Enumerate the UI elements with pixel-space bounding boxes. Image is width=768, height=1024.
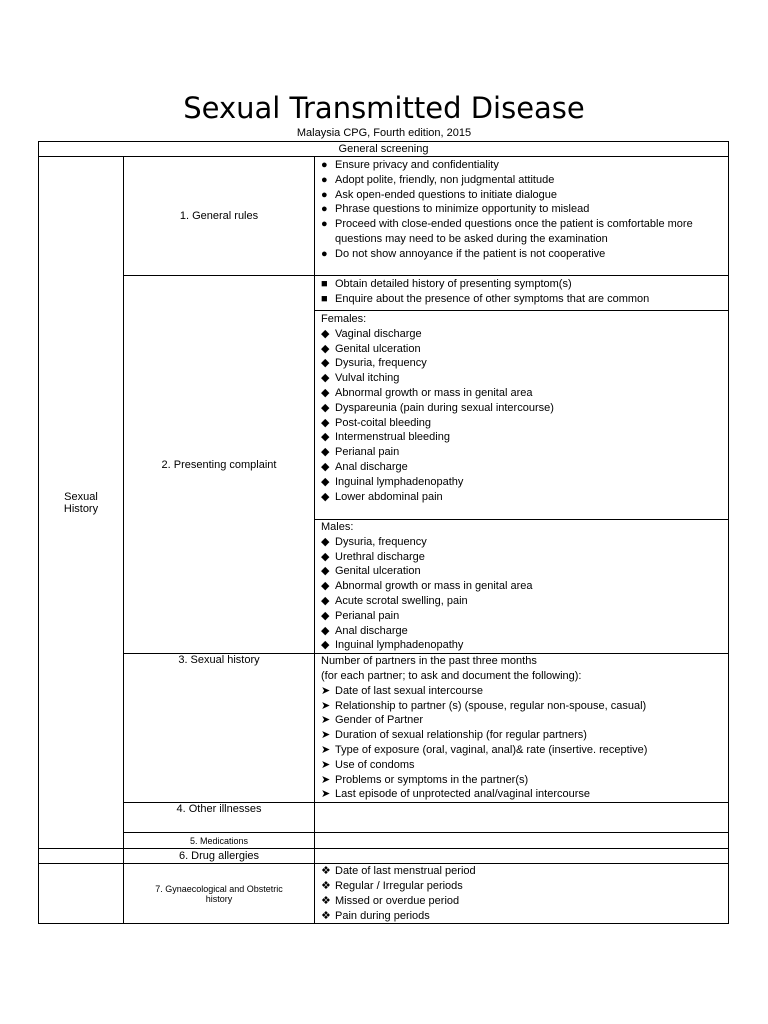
gynae-list	[321, 864, 722, 923]
page-title: Sexual Transmitted Disease	[183, 91, 585, 125]
list-item	[321, 158, 722, 173]
table-row	[39, 864, 729, 924]
list-item-text: Enquire about the presence of other symptoms that are common	[335, 292, 650, 305]
list-item-text: Adopt polite, friendly, non judgmental attitude	[335, 173, 555, 186]
list-item	[321, 188, 722, 203]
drug-allergies-cell	[315, 849, 729, 864]
list-item	[321, 292, 722, 307]
history-table	[38, 141, 729, 924]
list-item-text: Inguinal lymphadenopathy	[335, 475, 464, 488]
list-item-text: Ensure privacy and confidentiality	[335, 159, 499, 171]
general-rules-cell	[315, 157, 729, 276]
list-item-text: Relationship to partner (s) (spouse, regular non-spouse, casual)	[335, 699, 647, 712]
males-cell	[315, 520, 729, 654]
list-item-text: Perianal pain	[335, 446, 400, 459]
list-item	[321, 879, 722, 894]
sexual-history-intro-2: (for each partner; to ask and document the following):	[321, 669, 582, 682]
list-item	[321, 327, 722, 342]
list-item-text: Do not show annoyance if the patient is not cooperative	[335, 247, 606, 260]
bullet-icon: ◆	[321, 446, 330, 459]
list-item-text: Gender of Partner	[335, 714, 424, 727]
bullet-icon: ◆	[321, 565, 330, 578]
list-item	[321, 894, 722, 909]
list-item	[321, 638, 722, 653]
sexual-history-cell	[315, 654, 729, 803]
row-label-drug-allergies: 6. Drug allergies	[124, 849, 315, 864]
list-item	[321, 475, 722, 490]
list-item-text: Post-coital bleeding	[335, 416, 432, 429]
list-item-text: Dysuria, frequency	[335, 535, 427, 548]
list-item	[321, 864, 722, 879]
list-item	[321, 490, 722, 505]
bullet-icon: ◆	[321, 460, 330, 473]
list-item	[321, 550, 722, 565]
table-row	[39, 803, 729, 833]
presenting-general-cell	[315, 276, 729, 311]
bullet-icon: ➤	[321, 699, 331, 712]
list-item	[321, 386, 722, 401]
list-item	[321, 430, 722, 445]
bullet-icon: ◆	[321, 550, 330, 563]
bullet-icon: ◆	[321, 416, 330, 429]
list-item	[321, 699, 722, 714]
list-item-text: Problems or symptoms in the partner(s)	[335, 773, 529, 786]
bullet-icon: ➤	[321, 758, 331, 771]
list-item	[321, 401, 722, 416]
header-row	[39, 142, 729, 157]
category-label-line2: History	[63, 502, 99, 515]
list-item-text: Last episode of unprotected anal/vaginal intercourse	[335, 788, 591, 801]
bullet-icon: ◆	[321, 609, 330, 622]
list-item	[321, 277, 722, 292]
list-item-text: Intermenstrual bleeding	[335, 431, 450, 444]
bullet-icon: ➤	[321, 788, 331, 801]
category-label-line1: Sexual	[64, 490, 98, 503]
list-item	[321, 342, 722, 357]
males-heading: Males:	[321, 521, 354, 533]
list-item	[321, 445, 722, 460]
list-item	[321, 743, 722, 758]
bullet-icon: ➤	[321, 714, 331, 727]
list-item	[321, 173, 722, 188]
list-item-text: Proceed with close-ended questions once the patient is comfortable more questions may need to be asked during the examination	[335, 218, 693, 245]
bullet-icon: ●	[321, 173, 328, 186]
table-row	[39, 157, 729, 276]
table-row	[39, 654, 729, 803]
list-item-text: Vulval itching	[335, 372, 400, 385]
category-cell-empty	[39, 864, 124, 924]
list-item-text: Genital ulceration	[335, 342, 421, 355]
list-item	[321, 247, 722, 262]
list-item	[321, 684, 722, 699]
list-item	[321, 773, 722, 788]
list-item	[321, 416, 722, 431]
list-item	[321, 202, 722, 217]
table-row	[39, 276, 729, 311]
list-item-text: Phrase questions to minimize opportunity to mislead	[335, 203, 590, 216]
bullet-icon: ◆	[321, 490, 330, 503]
list-item-text: Abnormal growth or mass in genital area	[335, 386, 533, 399]
sexual-history-list	[321, 684, 722, 802]
bullet-icon: ◆	[321, 401, 330, 414]
bullet-icon: ◆	[321, 624, 330, 637]
list-item	[321, 356, 722, 371]
list-item	[321, 594, 722, 609]
bullet-icon: ❖	[321, 865, 331, 878]
list-item	[321, 624, 722, 639]
medications-cell	[315, 833, 729, 849]
general-screening-header: General screening	[39, 142, 729, 157]
list-item	[321, 217, 722, 247]
table-row	[39, 849, 729, 864]
list-item-text: Inguinal lymphadenopathy	[335, 639, 464, 652]
bullet-icon: ➤	[321, 684, 331, 697]
gynae-cell	[315, 864, 729, 924]
list-item-text: Obtain detailed history of presenting symptom(s)	[335, 278, 572, 290]
row-label-gynae: 7. Gynaecological and Obstetric history	[124, 864, 315, 924]
other-illnesses-cell	[315, 803, 729, 833]
list-item	[321, 787, 722, 802]
bullet-icon: ◆	[321, 357, 330, 370]
bullet-icon: ◆	[321, 535, 330, 548]
list-item-text: Anal discharge	[335, 624, 408, 637]
list-item-text: Perianal pain	[335, 609, 400, 622]
bullet-icon: ●	[321, 188, 328, 201]
list-item-text: Lower abdominal pain	[335, 490, 443, 503]
bullet-icon: ◆	[321, 431, 330, 444]
bullet-icon: ◆	[321, 372, 330, 385]
bullet-icon: ●	[321, 247, 328, 260]
list-item-text: Urethral discharge	[335, 550, 425, 563]
sexual-history-intro-1: Number of partners in the past three months	[321, 655, 537, 668]
list-item	[321, 728, 722, 743]
bullet-icon: ◆	[321, 580, 330, 593]
list-item	[321, 909, 722, 924]
list-item-text: Dyspareunia (pain during sexual intercourse)	[335, 401, 554, 414]
list-item	[321, 579, 722, 594]
list-item-text: Date of last menstrual period	[335, 865, 476, 878]
list-item	[321, 758, 722, 773]
list-item	[321, 713, 722, 728]
list-item-text: Type of exposure (oral, vaginal, anal)& rate (insertive. receptive)	[335, 743, 648, 756]
bullet-icon: ➤	[321, 743, 331, 756]
bullet-icon: ❖	[321, 909, 331, 922]
list-item-text: Vaginal discharge	[335, 327, 422, 340]
list-item-text: Date of last sexual intercourse	[335, 684, 483, 697]
females-list	[321, 327, 722, 505]
row-label-other-illnesses: 4. Other illnesses	[124, 803, 315, 833]
row-label-presenting-complaint: 2. Presenting complaint	[124, 276, 315, 654]
list-item-text: Duration of sexual relationship (for regular partners)	[335, 729, 587, 742]
page-subtitle: Malaysia CPG, Fourth edition, 2015	[296, 127, 472, 139]
list-item-text: Regular / Irregular periods	[335, 879, 463, 892]
list-item-text: Genital ulceration	[335, 565, 421, 578]
row-label-general-rules: 1. General rules	[124, 157, 315, 276]
bullet-icon: ●	[321, 203, 328, 216]
list-item-text: Abnormal growth or mass in genital area	[335, 580, 533, 593]
bullet-icon: ◆	[321, 594, 330, 607]
list-item	[321, 609, 722, 624]
list-item	[321, 535, 722, 550]
bullet-icon: ●	[321, 159, 328, 171]
list-item-text: Anal discharge	[335, 460, 408, 473]
bullet-icon: ■	[321, 278, 328, 290]
general-rules-list	[321, 158, 722, 262]
bullet-icon: ◆	[321, 386, 330, 399]
females-heading: Females:	[321, 313, 367, 325]
list-item	[321, 564, 722, 579]
bullet-icon: ◆	[321, 342, 330, 355]
table-row	[39, 833, 729, 849]
bullet-icon: ◆	[321, 639, 330, 652]
presenting-general-list	[321, 277, 722, 307]
bullet-icon: ➤	[321, 729, 331, 742]
bullet-icon: ❖	[321, 879, 331, 892]
bullet-icon: ◆	[321, 327, 330, 340]
males-list	[321, 535, 722, 653]
list-item-text: Missed or overdue period	[335, 894, 460, 907]
bullet-icon: ➤	[321, 773, 331, 786]
list-item-text: Ask open-ended questions to initiate dialogue	[335, 188, 557, 201]
females-cell	[315, 311, 729, 520]
category-cell	[39, 157, 124, 849]
category-cell-empty	[39, 849, 124, 864]
bullet-icon: ■	[321, 292, 328, 305]
list-item-text: Pain during periods	[335, 909, 430, 922]
list-item-text: Acute scrotal swelling, pain	[335, 594, 468, 607]
row-label-sexual-history: 3. Sexual history	[124, 654, 315, 803]
row-label-medications: 5. Medications	[124, 833, 315, 849]
bullet-icon: ❖	[321, 894, 331, 907]
bullet-icon: ◆	[321, 475, 330, 488]
list-item	[321, 460, 722, 475]
bullet-icon: ●	[321, 218, 328, 231]
list-item-text: Use of condoms	[335, 758, 415, 771]
list-item	[321, 371, 722, 386]
list-item-text: Dysuria, frequency	[335, 357, 427, 370]
